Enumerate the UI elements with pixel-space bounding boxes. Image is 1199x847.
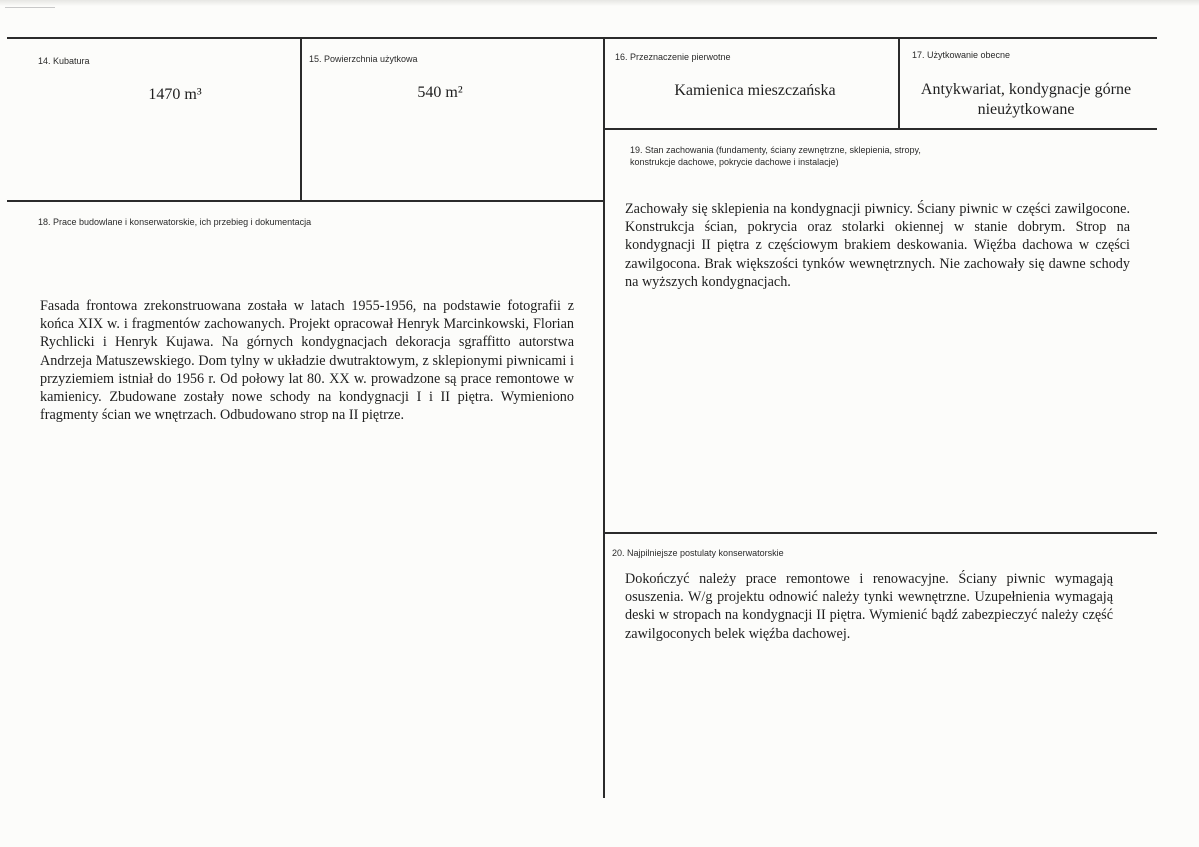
divider-19-20 bbox=[603, 532, 1157, 534]
field-15-value: 540 m² bbox=[417, 84, 463, 101]
divider-14-15 bbox=[300, 37, 302, 201]
field-15-label: 15. Powierzchnia użytkowa bbox=[309, 54, 418, 64]
center-divider bbox=[603, 37, 605, 798]
field-16-label: 16. Przeznaczenie pierwotne bbox=[615, 52, 731, 62]
top-border bbox=[7, 37, 1157, 39]
field-14-value: 1470 m³ bbox=[148, 86, 202, 103]
field-20-label: 20. Najpilniejsze postulaty konserwatorskie bbox=[612, 548, 784, 558]
field-16-value: Kamienica mieszczańska bbox=[674, 82, 836, 99]
scan-mark bbox=[5, 7, 55, 8]
divider-row2-left bbox=[7, 200, 604, 202]
divider-row1-right bbox=[603, 128, 1157, 130]
field-18-text: Fasada frontowa zrekonstruowana została w latach 1955-1956, na podstawie fotografii z końca XIX w. i fragmentów zachowanych. Projekt opracował Henryk Marcinkowski, Florian Rychlicki i Henryk Kujawa. Na górnych kondygnacjach dekoracja sgraffitto autorstwa Andrzeja Matuszewskiego. Dom tylny w układzie dwutraktowym, z sklepionymi piwnicami i przyziemiem istniał do 1956 r. Od połowy lat 80. XX w. prowadzone są prace remontowe w kamienicy. Zbudowane zostały nowe schody na kondygnacji I i II piętra. Wymieniono fragmenty ścian we wnętrzach. Odbudowano strop na II piętrze. bbox=[40, 298, 574, 424]
field-19-label: 19. Stan zachowania (fundamenty, ściany zewnętrzne, sklepienia, stropy, konstrukcje dachowe, pokrycie dachowe i instalacje) bbox=[630, 145, 921, 167]
field-17-label: 17. Użytkowanie obecne bbox=[912, 50, 1011, 60]
field-20-text: Dokończyć należy prace remontowe i renowacyjne. Ściany piwnic wymagają osuszenia. W/g projektu odnowić należy tynki wewnętrzne. Uzupełnienia wymagają deski w stropach na kondygnacji II piętra. Wymienić bądź zabezpieczyć należy część zawilgoconych belek więźba dachowej. bbox=[625, 571, 1113, 642]
scan-edge-shadow bbox=[0, 0, 1199, 6]
field-19-text: Zachowały się sklepienia na kondygnacji piwnicy. Ściany piwnic w części zawilgocone. Konstrukcja ścian, pokrycia oraz stolarki okiennej w stanie dobrym. Strop na kondygnacji II piętra z częściowym brakiem deskowania. Więźba dachowa w części zawilgocona. Brak większości tynków wewnętrznych. Nie zachowały się dawne schody na wyższych kondygnacjach. bbox=[625, 201, 1130, 290]
divider-16-17 bbox=[898, 37, 900, 129]
field-17-value: Antykwariat, kondygnacje górne nieużytkowane bbox=[920, 81, 1132, 118]
field-18-label: 18. Prace budowlane i konserwatorskie, ich przebieg i dokumentacja bbox=[38, 217, 312, 227]
field-14-label: 14. Kubatura bbox=[38, 56, 90, 66]
